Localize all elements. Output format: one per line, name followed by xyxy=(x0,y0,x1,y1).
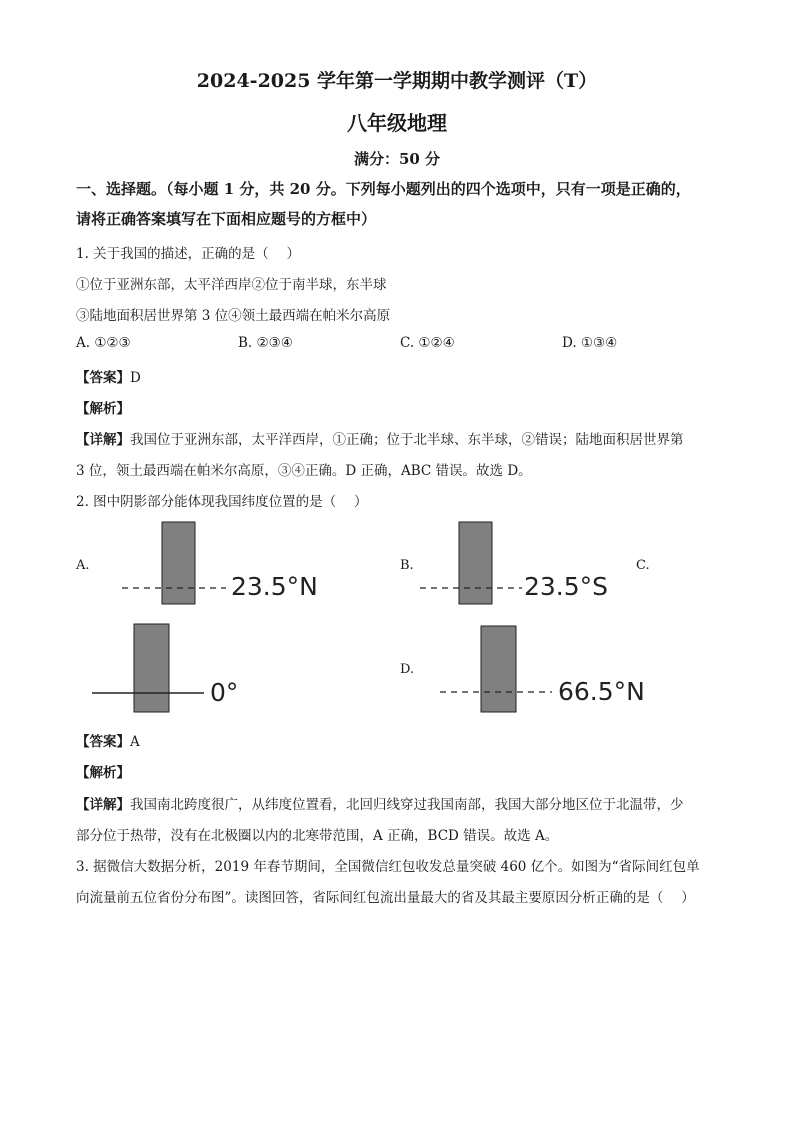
q2-detail-line1 xyxy=(76,793,684,813)
section-heading-line2: 请将正确答案填写在下面相应题号的方框中） xyxy=(76,210,377,228)
q1-option-c: C. ①②④ xyxy=(400,335,455,351)
detail-tag: 【详解】 xyxy=(76,432,130,448)
analysis-tag: 【解析】 xyxy=(76,401,130,417)
q1-option-b: B. ②③④ xyxy=(238,335,293,351)
q1-detail-line1 xyxy=(76,428,684,448)
page-title: 2024-2025 学年第一学期期中教学测评（T） xyxy=(196,70,598,92)
q1-option-d: D. ①③④ xyxy=(562,335,618,351)
q2-figure-b xyxy=(416,520,626,610)
q1-stem: 1. 关于我国的描述，正确的是（ ） xyxy=(76,246,300,262)
latitude-label: 23.5°S xyxy=(524,572,609,601)
q2-option-label-c: C. xyxy=(636,558,650,573)
analysis-tag: 【解析】 xyxy=(76,765,130,781)
answer-value: D xyxy=(130,370,141,386)
q2-figure-a xyxy=(118,520,328,610)
q1-analysis xyxy=(76,397,130,417)
detail-text: 我国南北跨度很广，从纬度位置看，北回归线穿过我国南部，我国大部分地区位于北温带，少 xyxy=(130,797,684,813)
q2-option-label-d: D. xyxy=(400,662,415,677)
detail-tag: 【详解】 xyxy=(76,797,130,813)
q2-figure-d xyxy=(436,624,666,716)
q2-option-label-a: A. xyxy=(76,558,90,573)
q1-statement-line: ①位于亚洲东部，太平洋西岸②位于南半球，东半球 xyxy=(76,277,387,293)
q2-figure-c xyxy=(90,622,260,716)
q2-answer xyxy=(76,730,140,750)
total-score: 满分：50 分 xyxy=(353,150,441,168)
q1-detail-line2: 3 位，领土最西端在帕米尔高原，③④正确。D 正确，ABC 错误。故选 D。 xyxy=(76,463,532,479)
page-subtitle: 八年级地理 xyxy=(347,111,447,135)
latitude-shade-rect xyxy=(162,522,195,604)
latitude-shade-rect xyxy=(134,624,169,712)
q2-analysis xyxy=(76,761,130,781)
answer-value: A xyxy=(130,734,140,750)
latitude-shade-rect xyxy=(459,522,492,604)
section-heading-line1: 一、选择题。（每小题 1 分，共 20 分。下列每小题列出的四个选项中，只有一项是正确的， xyxy=(76,180,691,198)
latitude-label: 66.5°N xyxy=(558,677,645,706)
q1-answer xyxy=(76,366,141,386)
latitude-label: 23.5°N xyxy=(231,572,318,601)
q2-option-label-b: B. xyxy=(400,558,414,573)
latitude-shade-rect xyxy=(481,626,516,712)
answer-tag: 【答案】 xyxy=(76,370,130,386)
q1-option-a: A. ①②③ xyxy=(76,335,131,351)
q1-statement-line: ③陆地面积居世界第 3 位④领土最西端在帕米尔高原 xyxy=(76,308,391,324)
q2-detail-line2: 部分位于热带，没有在北极圈以内的北寒带范围，A 正确，BCD 错误。故选 A。 xyxy=(76,828,559,844)
answer-tag: 【答案】 xyxy=(76,734,130,750)
q3-stem-line1: 3. 据微信大数据分析，2019 年春节期间，全国微信红包收发总量突破 460 亿个。如图为“省际间红包单 xyxy=(76,859,700,875)
latitude-label: 0° xyxy=(210,678,239,707)
q2-stem: 2. 图中阴影部分能体现我国纬度位置的是（ ） xyxy=(76,494,368,510)
detail-text: 我国位于亚洲东部，太平洋西岸，①正确；位于北半球、东半球，②错误；陆地面积居世界第 xyxy=(130,432,684,448)
q3-stem-line2: 向流量前五位省份分布图”。读图回答，省际间红包流出量最大的省及其最主要原因分析正确的是（ ） xyxy=(76,890,695,906)
